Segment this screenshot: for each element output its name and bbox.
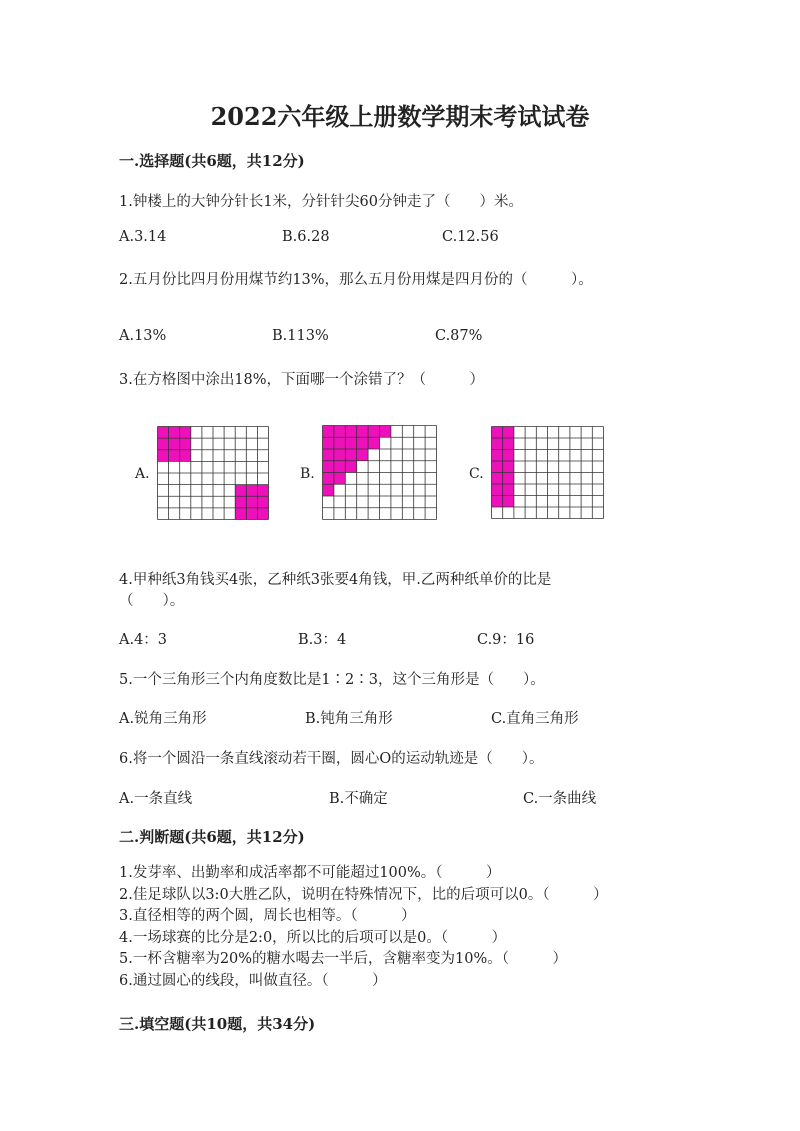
- judge-item: 1.发芽率、出勤率和成活率都不可能超过100%。（ ）: [119, 865, 501, 881]
- section-heading-fill: 三.填空题(共10题，共34分): [119, 1015, 316, 1033]
- figure-b-label: B.: [300, 466, 315, 482]
- shaded-cell: [503, 427, 514, 439]
- shaded-cell: [180, 427, 191, 439]
- shaded-cell: [246, 508, 257, 520]
- shaded-cell: [257, 508, 268, 520]
- option-a: A.锐角三角形: [119, 711, 207, 727]
- shaded-cell: [492, 438, 503, 450]
- judge-item: 3.直径相等的两个圆，周长也相等。（ ）: [119, 908, 416, 924]
- shaded-cell: [235, 485, 246, 497]
- shaded-cell: [503, 496, 514, 508]
- shaded-cell: [503, 484, 514, 496]
- section-heading-choice: 一.选择题(共6题，共12分): [119, 152, 305, 170]
- grid-figure-a: [157, 426, 269, 520]
- shaded-cell: [169, 438, 180, 450]
- question-4: 4.甲种纸3角钱买4张，乙种纸3张要4角钱，甲.乙两种纸单价的比是: [119, 572, 552, 588]
- judge-list: [119, 863, 608, 992]
- question-3: 3.在方格图中涂出18%，下面哪一个涂错了？（ ）: [119, 372, 485, 388]
- option-b: B.钝角三角形: [305, 711, 393, 727]
- shaded-cell: [492, 473, 503, 485]
- shaded-cell: [180, 450, 191, 462]
- option-c: C.87%: [435, 328, 483, 344]
- question-4-line-2: （ ）。: [119, 593, 185, 609]
- shaded-cell: [169, 450, 180, 462]
- option-b: B.113%: [272, 328, 329, 344]
- option-c: C.12.56: [442, 229, 499, 245]
- judge-item: 4.一场球赛的比分是2:0，所以比的后项可以是0。（ ）: [119, 929, 507, 946]
- page-title: 2022六年级上册数学期末考试试卷: [210, 102, 590, 131]
- shaded-cell: [492, 461, 503, 473]
- shaded-cell: [503, 450, 514, 462]
- shaded-cell: [492, 427, 503, 439]
- question-2: 2.五月份比四月份用煤节约13%，那么五月份用煤是四月份的（ ）。: [119, 272, 593, 288]
- option-a: A.4：3: [119, 632, 168, 648]
- option-a: A.3.14: [119, 229, 167, 245]
- option-c: C.直角三角形: [491, 711, 579, 727]
- shaded-cell: [503, 473, 514, 485]
- figure-c-label: C.: [469, 466, 484, 482]
- question-1: 1.钟楼上的大钟分针长1米，分针针尖60分钟走了（ ）米。: [119, 194, 524, 210]
- figure-a-label: A.: [135, 466, 150, 482]
- shaded-cell: [257, 496, 268, 508]
- shaded-cell: [246, 485, 257, 497]
- option-b: B.3：4: [298, 632, 347, 648]
- shaded-cell: [257, 485, 268, 497]
- option-a: A.一条直线: [119, 791, 193, 807]
- judge-item: 2.佳足球队以3:0大胜乙队，说明在特殊情况下，比的后项可以0。（ ）: [119, 886, 608, 903]
- grid-figure-c: [491, 426, 604, 519]
- judge-item: 6.通过圆心的线段，叫做直径。（ ）: [119, 972, 387, 989]
- shaded-cell: [158, 427, 169, 439]
- shaded-cell: [169, 427, 180, 439]
- shaded-cell: [492, 484, 503, 496]
- shaded-cell: [158, 450, 169, 462]
- shaded-cell: [492, 496, 503, 508]
- shaded-cell: [503, 438, 514, 450]
- shaded-cell: [235, 496, 246, 508]
- section-heading-judge: 二.判断题(共6题，共12分): [119, 828, 305, 846]
- option-b: B.不确定: [329, 791, 388, 807]
- question-6: 6.将一个圆沿一条直线滚动若干圈，圆心O的运动轨迹是（ ）。: [119, 751, 544, 767]
- option-a: A.13%: [119, 328, 167, 344]
- option-b: B.6.28: [282, 229, 330, 245]
- question-5: 5.一个三角形三个内角度数比是1∶2∶3，这个三角形是（ ）。: [119, 672, 545, 688]
- shaded-cell: [246, 496, 257, 508]
- judge-item: 5.一杯含糖率为20%的糖水喝去一半后，含糖率变为10%。（ ）: [119, 951, 568, 967]
- shaded-cell: [503, 461, 514, 473]
- shaded-cell: [492, 450, 503, 462]
- shaded-cell: [180, 438, 191, 450]
- grid-figure-b: [322, 425, 437, 520]
- option-c: C.一条曲线: [523, 791, 597, 807]
- shaded-cell: [158, 438, 169, 450]
- option-c: C.9：16: [477, 632, 535, 648]
- shaded-cell: [235, 508, 246, 520]
